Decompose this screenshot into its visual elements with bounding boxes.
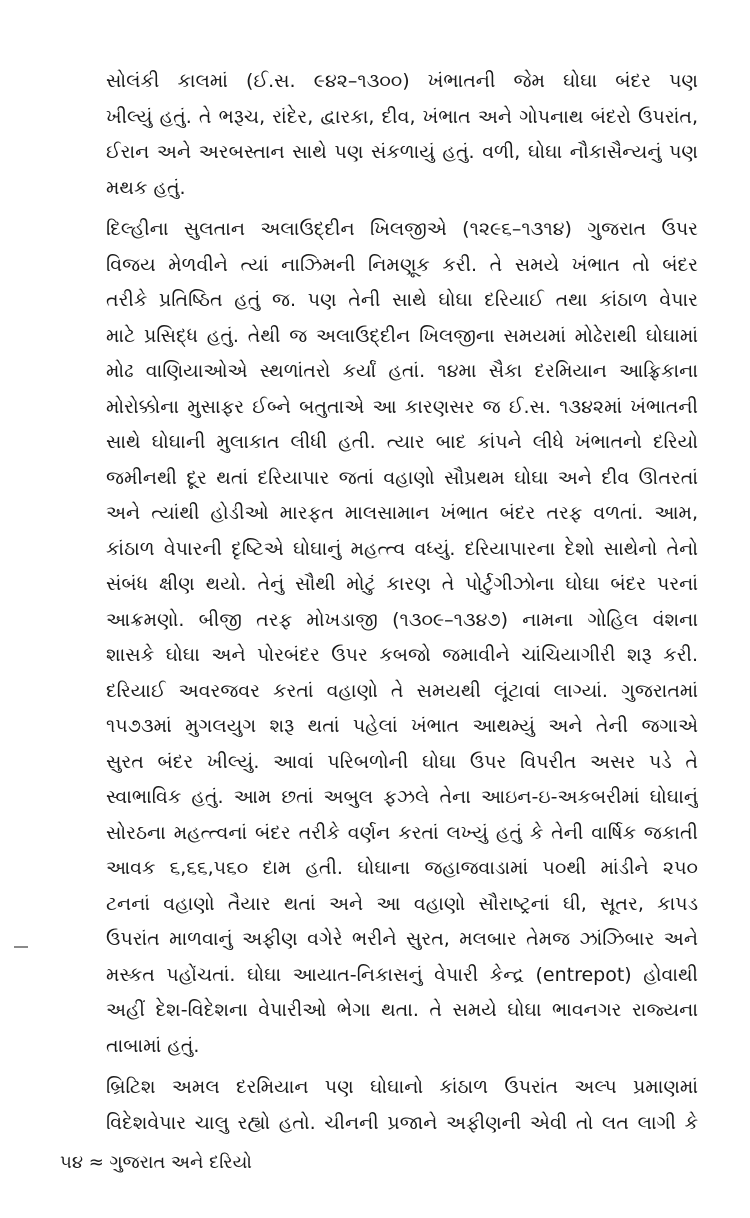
text-line: સંબંધ ક્ષીણ થયો. તેનું સૌથી મોટું કારણ તે પોર્ટુગીઝોના ઘોઘા બંદર પરનાં (106, 573, 698, 595)
text-line: સોરઠના મહત્ત્વનાં બંદર તરીકે વર્ણન કરતાં લખ્યું હતું કે તેની વાર્ષિક જકાતી (106, 821, 698, 844)
text-line: અને ત્યાંથી હોડીઓ મારફત માલસામાન ખંભાત બંદર તરફ વળતાં. આમ, (106, 502, 698, 524)
paragraph-1 (58, 64, 698, 206)
margin-mark (14, 946, 28, 948)
paragraph-3 (58, 1070, 698, 1141)
page-body (58, 64, 698, 1141)
text-line: અહીં દેશ-વિદેશના વેપારીઓ ભેગા થતા. તે સમયે ઘોઘા ભાવનગર રાજ્યના (106, 999, 698, 1021)
text-line: તરીકે પ્રતિષ્ઠિત હતું જ. પણ તેની સાથે ઘોઘા દરિયાઈ તથા કાંઠાળ વેપાર (106, 289, 698, 311)
text-line: મોઢ વાણિયાઓએ સ્થળાંતરો કર્યાં હતાં. ૧૪મા સૈકા દરમિયાન આફ્રિકાના (106, 360, 698, 382)
text-line: માટે પ્રસિદ્ધ હતું. તેથી જ અલાઉદ્દીન ખિલજીના સમયમાં મોઢેરાથી ઘોઘામાં (106, 324, 698, 347)
text-line: આક્રમણો. બીજી તરફ મોખડાજી (૧૩૦૯–૧૩૪૭) નામના ગોહિલ વંશના (106, 608, 698, 631)
text-line: બ્રિટિશ અમલ દરમિયાન પણ ઘોઘાનો કાંઠાળ ઉપરાંત અલ્પ પ્રમાણમાં (106, 1076, 698, 1098)
text-line: વિજય મેળવીને ત્યાં નાઝિમની નિમણૂક કરી. તે સમયે ખંભાત તો બંદર (106, 253, 698, 276)
text-line: આવક ૬,૬૬,૫૬૦ દામ હતી. ઘોઘાના જહાજવાડામાં ૫૦થી માંડીને ૨૫૦ (106, 857, 698, 879)
text-line: સ્વાભાવિક હતું. આમ છતાં અબુલ ફઝલે તેના આઇન-ઇ-અકબરીમાં ઘોઘાનું (106, 786, 698, 808)
text-line: સુરત બંદર ખીલ્યું. આવાં પરિબળોની ઘોઘા ઉપર વિપરીત અસર પડે તે (106, 750, 698, 773)
text-line: જમીનથી દૂર થતાં દરિયાપાર જતાં વહાણો સૌપ્રથમ ઘોઘા અને દીવ ઊતરતાં (106, 466, 698, 489)
text-line: દિલ્હીના સુલતાન અલાઉદ્દીન ખિલજીએ (૧૨૯૬–૧૩૧૪) ગુજરાત ઉપર (106, 218, 698, 240)
text-line: દરિયાઈ અવરજવર કરતાં વહાણો તે સમયથી લૂંટાવાં લાગ્યાં. ગુજરાતમાં (106, 679, 698, 702)
text-line: ઈરાન અને અરબસ્તાન સાથે પણ સંકળાયું હતું. વળી, ઘોઘા નૌકાસૈન્યનું પણ (106, 141, 698, 163)
text-line: સાથે ઘોઘાની મુલાકાત લીધી હતી. ત્યાર બાદ કાંપને લીધે ખંભાતનો દરિયો (106, 431, 698, 453)
text-line: ઉપરાંત માળવાનું અફીણ વગેરે ભરીને સુરત, મલબાર તેમજ ઝાંઝિબાર અને (106, 928, 698, 950)
text-line: વિદેશવેપાર ચાલુ રહ્યો હતો. ચીનની પ્રજાને અફીણની એવી તો લત લાગી કે (106, 1111, 698, 1134)
page-footer: ૫૪ ≈ ગુજરાત અને દરિયો (60, 1152, 252, 1173)
text-line: મથક હતું. (106, 176, 186, 199)
paragraph-2 (58, 212, 698, 1064)
text-line: તાબામાં હતું. (106, 1034, 200, 1057)
text-line: મસ્કત પહોંચતાં. ઘોઘા આયાત-નિકાસનું વેપારી કેન્દ્ર (entrepot) હોવાથી (106, 963, 698, 986)
text-line: ખીલ્યું હતું. તે ભરૂચ, રાંદેર, દ્વારકા, દીવ, ખંભાત અને ગોપનાથ બંદરો ઉપરાંત, (106, 105, 698, 128)
text-line: સોલંકી કાલમાં (ઈ.સ. ૯૪૨–૧૩૦૦) ખંભાતની જેમ ઘોઘા બંદર પણ (106, 70, 698, 92)
text-line: મોરોક્કોના મુસાફર ઈબ્ને બતુતાએ આ કારણસર જ ઈ.સ. ૧૩૪૨માં ખંભાતની (106, 395, 698, 418)
text-line: ૧૫૭૩માં મુગલયુગ શરૂ થતાં પહેલાં ખંભાત આથમ્યું અને તેની જગાએ (106, 715, 698, 737)
text-line: શાસકે ઘોઘા અને પોરબંદર ઉપર કબજો જમાવીને ચાંચિયાગીરી શરૂ કરી. (106, 644, 698, 666)
text-line: કાંઠાળ વેપારની દૃષ્ટિએ ઘોઘાનું મહત્ત્વ વધ્યું. દરિયાપારના દેશો સાથેનો તેનો (106, 537, 698, 560)
text-line: ટનનાં વહાણો તૈયાર થતાં અને આ વહાણો સૌરાષ્ટ્રનાં ઘી, સૂતર, કાપડ (106, 892, 698, 915)
